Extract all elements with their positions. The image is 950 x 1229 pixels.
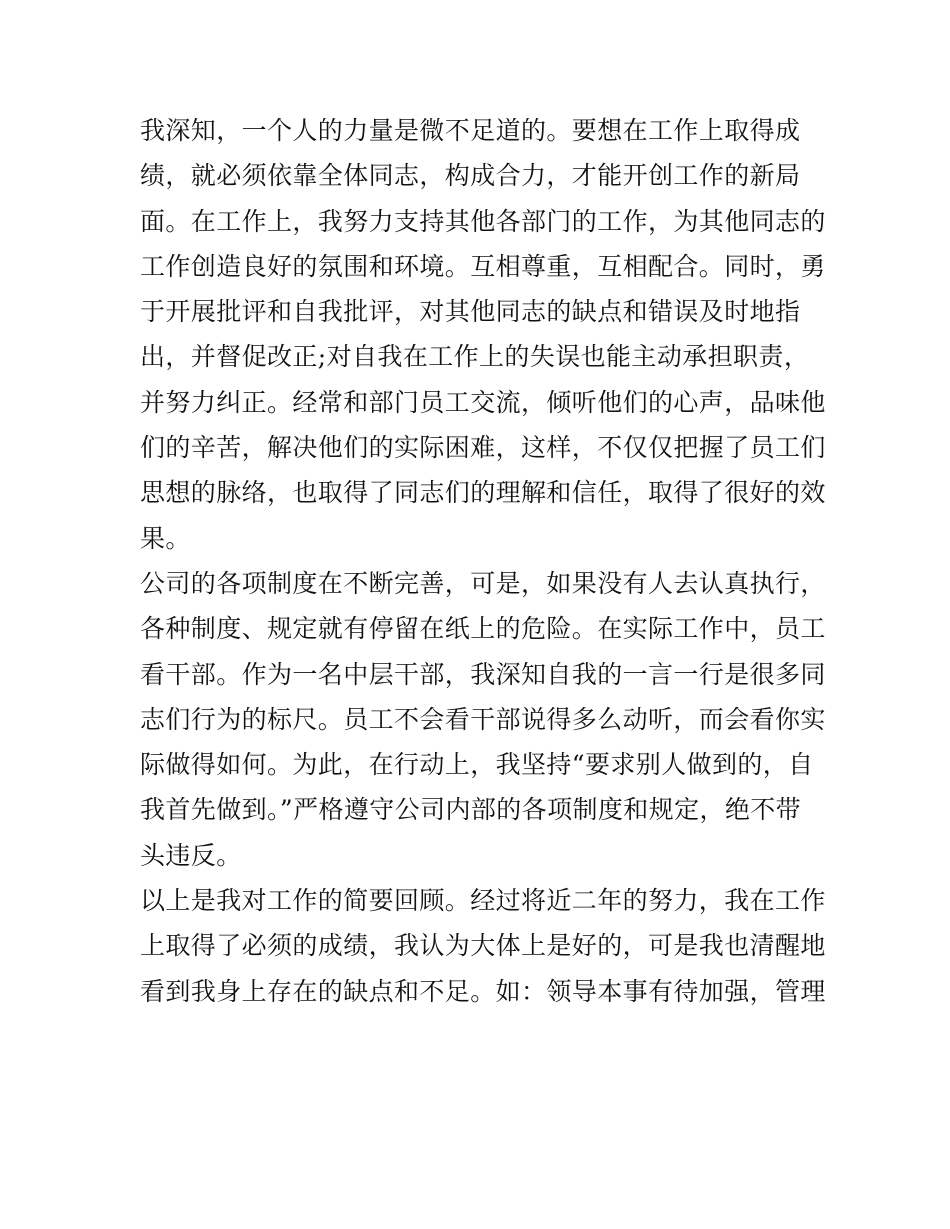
text-line: 于开展批评和自我批评，对其他同志的缺点和错误及时地指 <box>140 297 801 327</box>
paragraph-review <box>140 878 826 1014</box>
text-line: 以上是我对工作的简要回顾。经过将近二年的努力，我在工作 <box>140 886 826 916</box>
text-line: 上取得了必须的成绩，我认为大体上是好的，可是我也清醒地 <box>140 931 826 961</box>
text-line: 看干部。作为一名中层干部，我深知自我的一言一行是很多同 <box>140 659 826 689</box>
text-line: 果。 <box>140 523 191 553</box>
document-body <box>140 108 826 1014</box>
text-line: 绩，就必须依靠全体同志，构成合力，才能开创工作的新局 <box>140 161 801 191</box>
text-line: 头违反。 <box>140 840 242 870</box>
text-line: 公司的各项制度在不断完善，可是，如果没有人去认真执行， <box>140 568 826 598</box>
text-line: 志们行为的标尺。员工不会看干部说得多么动听，而会看你实 <box>140 704 826 734</box>
text-line: 思想的脉络，也取得了同志们的理解和信任，取得了很好的效 <box>140 478 826 508</box>
text-line: 们的辛苦，解决他们的实际困难，这样，不仅仅把握了员工们 <box>140 433 826 463</box>
text-line: 我首先做到。”严格遵守公司内部的各项制度和规定，绝不带 <box>140 795 802 825</box>
text-line: 各种制度、规定就有停留在纸上的危险。在实际工作中，员工 <box>140 614 826 644</box>
paragraph-rules <box>140 561 826 878</box>
text-line: 看到我身上存在的缺点和不足。如：领导本事有待加强，管理 <box>140 976 826 1006</box>
text-line: 出，并督促改正;对自我在工作上的失误也能主动承担职责， <box>140 342 810 372</box>
text-line: 并努力纠正。经常和部门员工交流，倾听他们的心声，品味他 <box>140 387 826 417</box>
text-line: 际做得如何。为此，在行动上，我坚持“要求别人做到的，自 <box>140 750 814 780</box>
text-line: 工作创造良好的氛围和环境。互相尊重，互相配合。同时，勇 <box>140 251 826 281</box>
paragraph-teamwork <box>140 108 826 561</box>
text-line: 我深知，一个人的力量是微不足道的。要想在工作上取得成 <box>140 116 801 145</box>
text-line: 面。在工作上，我努力支持其他各部门的工作，为其他同志的 <box>140 206 826 236</box>
